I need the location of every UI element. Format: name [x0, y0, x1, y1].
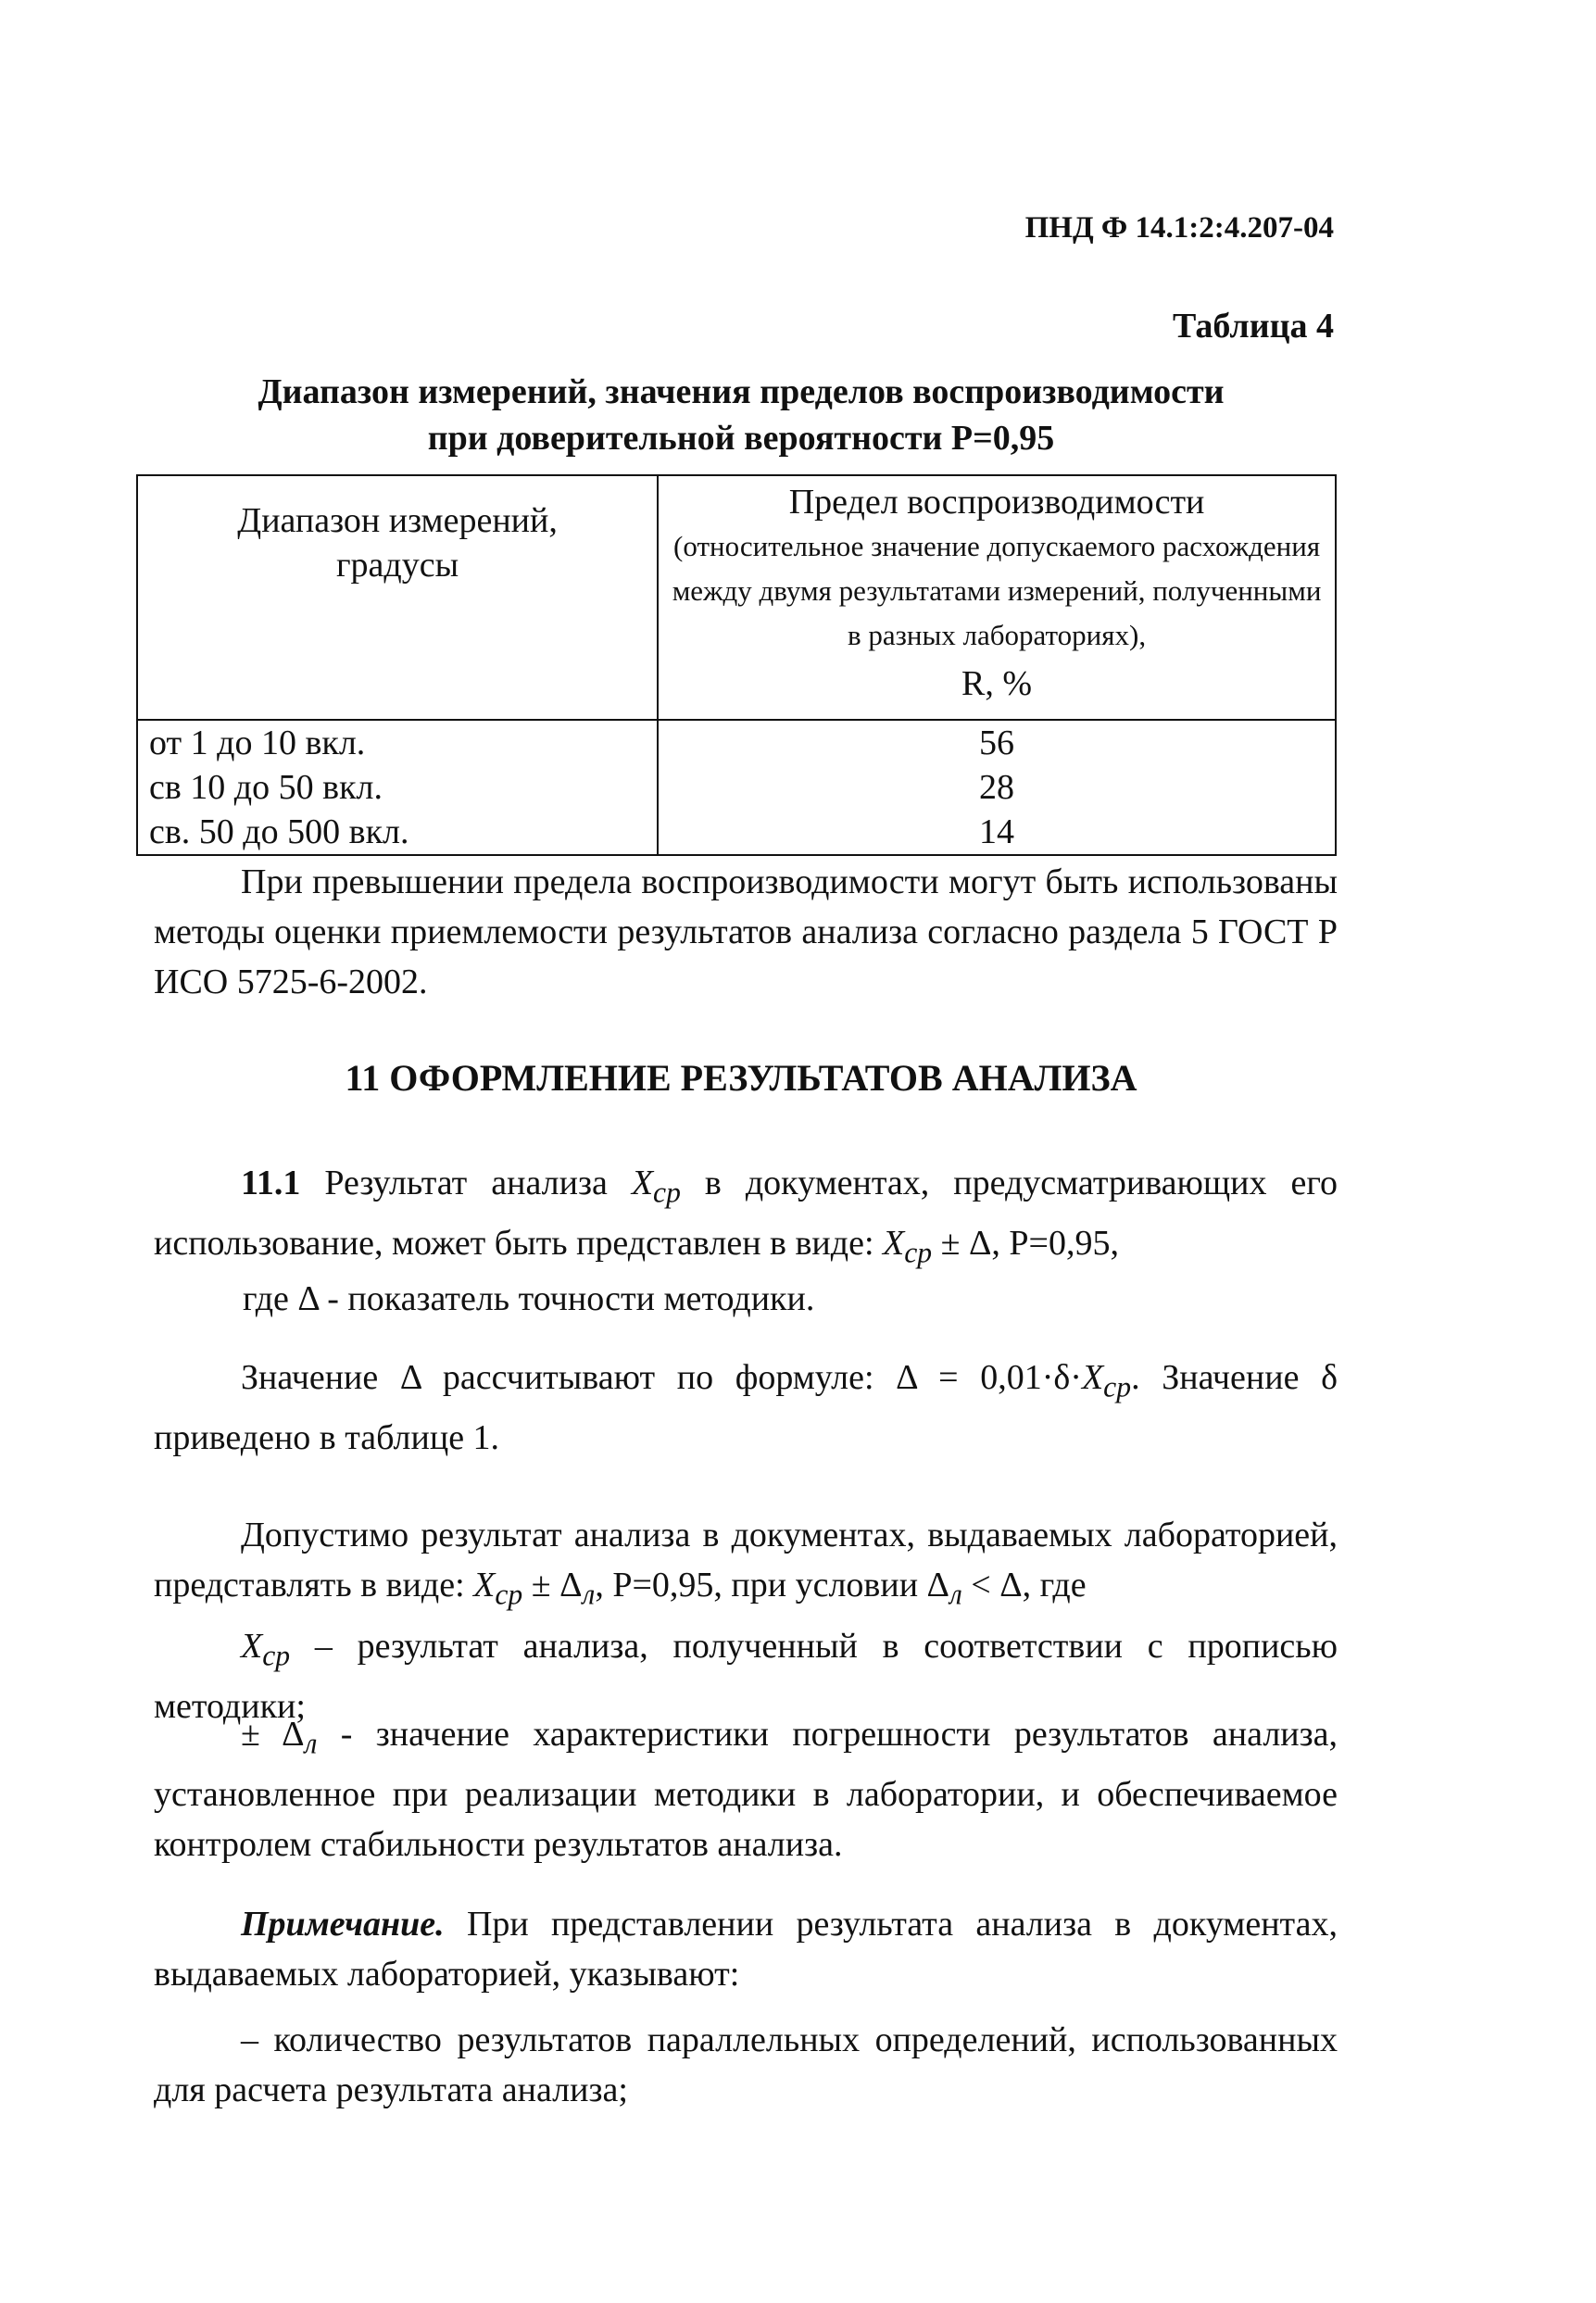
paragraph-text: – результат анализа, полученный в соответствии с прописью методики; [154, 1627, 1338, 1726]
symbol-delta-sub: л [949, 1578, 962, 1611]
table-row [137, 810, 1336, 855]
symbol-x: X [473, 1566, 496, 1605]
paragraph-text: При представлении результата анализа в документах, выдаваемых лабораторией, указывают: [154, 1905, 1338, 1994]
range-cell: от 1 до 10 вкл. [137, 720, 658, 765]
clause-number: 11.1 [241, 1164, 301, 1202]
paragraph-text: . Значение δ приведено в таблице 1. [154, 1358, 1338, 1457]
paragraph-text: Результат анализа [300, 1164, 632, 1202]
paragraph-11-1 [154, 1158, 1338, 1277]
column-header-range-line2: градусы [335, 546, 459, 585]
table-title-line2: при доверительной вероятности Р=0,95 [427, 419, 1055, 458]
paragraph-text: ± Δ [522, 1566, 583, 1605]
column-header-limit-sub: (относительное значение допускаемого расхождения между двумя результатами измерений, полученными в разных лабораториях), [672, 530, 1322, 651]
symbol-x-sub: ср [653, 1176, 681, 1209]
paragraph-text: - значение характеристики погрешности результатов анализа, установленное при реализации методики в лаборатории, и обеспечиваемое контролем стабильности результатов анализа. [154, 1715, 1338, 1864]
paragraph-text: в документах, предусматривающих его использование, может быть представлен в виде: [154, 1164, 1338, 1263]
value-cell: 14 [658, 810, 1336, 855]
paragraph-text: < Δ, где [961, 1566, 1087, 1605]
column-header-limit-main: Предел воспроизводимости [788, 483, 1205, 522]
symbol-x-sub: ср [262, 1639, 291, 1672]
list-item: – количество результатов параллельных определений, использованных для расчета результата анализа; [154, 2020, 1338, 2109]
paragraph-lab-result [154, 1510, 1338, 1620]
symbol-x: X [631, 1164, 654, 1202]
table-header-row [137, 475, 1336, 720]
table-title-line1: Диапазон измерений, значения пределов воспроизводимости [258, 372, 1225, 411]
range-cell: св 10 до 50 вкл. [137, 765, 658, 810]
value-cell: 56 [658, 720, 1336, 765]
paragraph-text: Значение Δ рассчитывают по формуле: Δ = 0,01·δ· [241, 1358, 1082, 1397]
paragraph-text: ± Δ, Р=0,95, [932, 1223, 1119, 1263]
symbol-x: X [1081, 1358, 1104, 1397]
column-header-range [137, 475, 658, 720]
table-row [137, 765, 1336, 810]
symbol-x-sub: ср [1103, 1370, 1132, 1403]
section-heading: 11 ОФОРМЛЕНИЕ РЕЗУЛЬТАТОВ АНАЛИЗА [345, 1057, 1137, 1099]
column-header-limit-unit: R, % [961, 664, 1033, 703]
symbol-delta-sub: л [582, 1578, 596, 1611]
document-number: ПНД Ф 14.1:2:4.207-04 [1024, 211, 1334, 245]
range-cell: св. 50 до 500 вкл. [137, 810, 658, 855]
paragraph-delta-l-definition [154, 1709, 1338, 1869]
column-header-limit [658, 475, 1336, 720]
value-cell: 28 [658, 765, 1336, 810]
table-title [139, 369, 1343, 461]
paragraph-text: , Р=0,95, при условии Δ [595, 1566, 949, 1605]
symbol-x: X [883, 1223, 905, 1263]
symbol-x-sub: ср [904, 1236, 933, 1269]
paragraph-delta-formula [154, 1353, 1338, 1463]
symbol-x: X [241, 1627, 263, 1666]
paragraph-text: Допустимо результат анализа в документах, выдаваемых лабораторией, представлять в виде: [154, 1516, 1338, 1605]
column-header-range-line1: Диапазон измерений, [237, 501, 558, 540]
symbol-delta-sub: л [304, 1727, 318, 1760]
paragraph-reproducibility-note: При превышении предела воспроизводимости могут быть использованы методы оценки приемлемости результатов анализа согласно раздела 5 ГОСТ Р ИСО 5725-6-2002. [154, 862, 1338, 1001]
table-row [137, 720, 1336, 765]
paragraph-delta-definition: где Δ - показатель точности методики. [243, 1279, 815, 1318]
table-label: Таблица 4 [1172, 307, 1334, 346]
reproducibility-table [136, 474, 1337, 856]
paragraph-note [154, 1899, 1338, 1999]
paragraph-text: ± Δ [241, 1715, 305, 1754]
note-label: Примечание. [241, 1905, 445, 1944]
symbol-x-sub: ср [495, 1578, 523, 1611]
